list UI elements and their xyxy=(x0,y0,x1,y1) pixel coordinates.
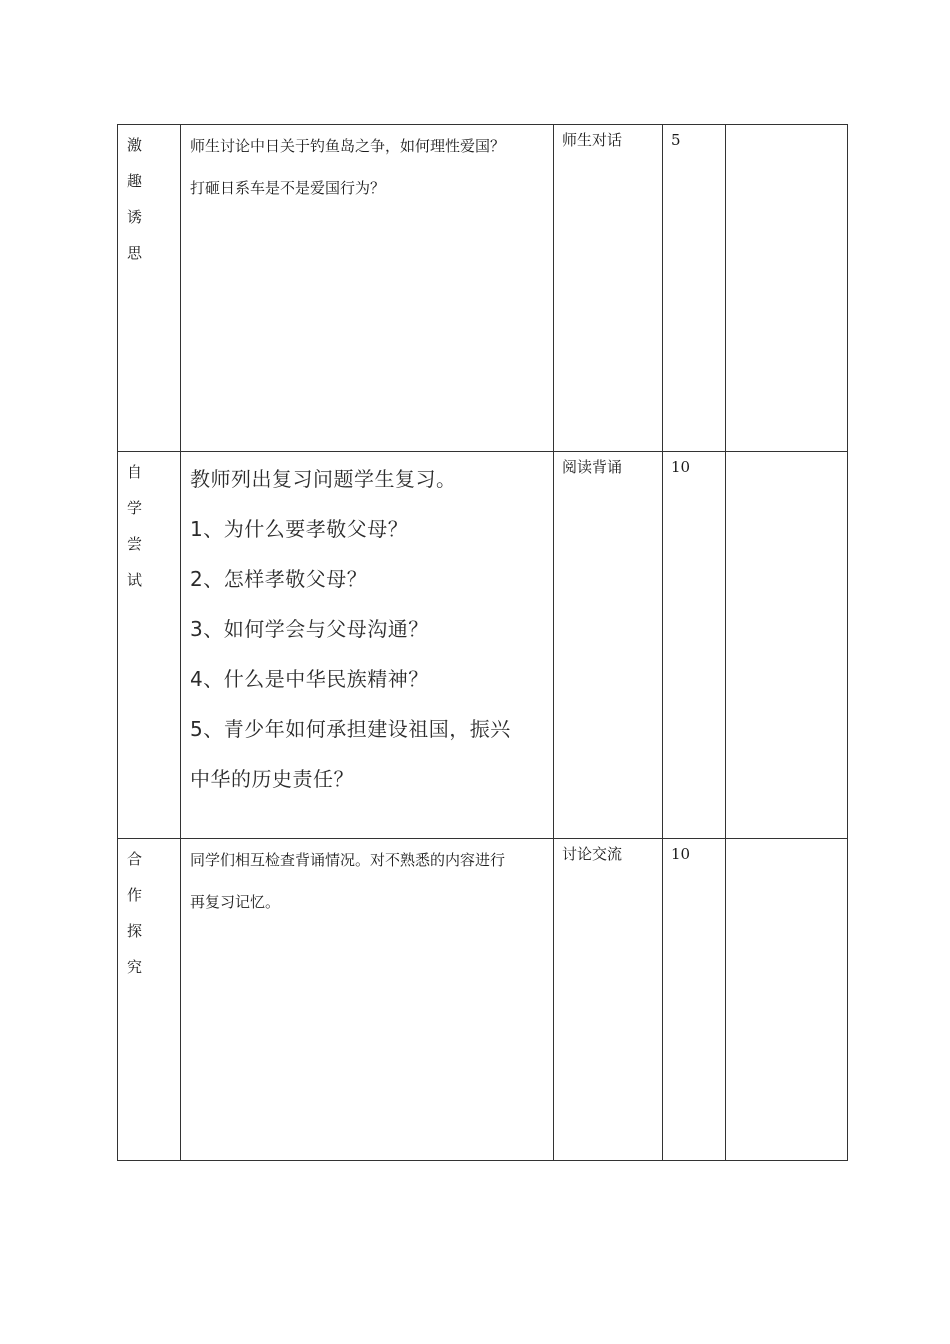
method-cell xyxy=(554,839,663,1161)
stage-char: 思 xyxy=(127,244,143,262)
stage-char: 试 xyxy=(127,571,143,589)
method-cell xyxy=(554,125,663,452)
question-line: 中华的历史责任？ xyxy=(190,767,354,791)
lesson-plan-table xyxy=(117,124,848,1161)
content-cell xyxy=(181,452,554,839)
question-line: 教师列出复习问题学生复习。 xyxy=(190,467,457,491)
question-line: 4、什么是中华民族精神？ xyxy=(190,667,429,691)
table-row xyxy=(118,452,848,839)
review-questions xyxy=(181,452,553,804)
minutes-text: 10 xyxy=(671,845,691,863)
stage-char: 激 xyxy=(127,136,143,154)
table-row xyxy=(118,839,848,1161)
notes-cell xyxy=(726,839,848,1161)
minutes-text: 10 xyxy=(671,458,691,476)
method-text: 阅读背诵 xyxy=(562,458,623,476)
stage-cell xyxy=(118,839,181,1161)
stage-char: 尝 xyxy=(127,535,143,553)
notes-cell xyxy=(726,452,848,839)
content-cell xyxy=(181,125,554,452)
minutes-cell xyxy=(663,452,726,839)
minutes-cell xyxy=(663,839,726,1161)
minutes-text: 5 xyxy=(671,131,681,149)
stage-char: 自 xyxy=(127,463,143,481)
method-text: 讨论交流 xyxy=(562,845,623,863)
question-line: 2、怎样孝敬父母？ xyxy=(190,567,368,591)
notes-cell xyxy=(726,125,848,452)
stage-cell xyxy=(118,452,181,839)
stage-char: 作 xyxy=(127,886,143,904)
table-row xyxy=(118,125,848,452)
question-line: 5、青少年如何承担建设祖国，振兴 xyxy=(190,717,511,741)
content-line: 同学们相互检查背诵情况。对不熟悉的内容进行 xyxy=(190,851,506,869)
stage-char: 探 xyxy=(127,922,143,940)
stage-char: 究 xyxy=(127,958,143,976)
stage-cell xyxy=(118,125,181,452)
content-line: 打砸日系车是不是爱国行为？ xyxy=(190,179,386,197)
minutes-cell xyxy=(663,125,726,452)
content-line: 再复习记忆。 xyxy=(190,893,281,911)
stage-char: 趣 xyxy=(127,172,143,190)
content-cell xyxy=(181,839,554,1161)
stage-char: 学 xyxy=(127,499,143,517)
stage-char: 诱 xyxy=(127,208,143,226)
stage-char: 合 xyxy=(127,850,143,868)
question-line: 1、为什么要孝敬父母？ xyxy=(190,517,409,541)
method-cell xyxy=(554,452,663,839)
question-line: 3、如何学会与父母沟通？ xyxy=(190,617,429,641)
content-line: 师生讨论中日关于钓鱼岛之争，如何理性爱国？ xyxy=(190,137,506,155)
method-text: 师生对话 xyxy=(562,131,623,149)
